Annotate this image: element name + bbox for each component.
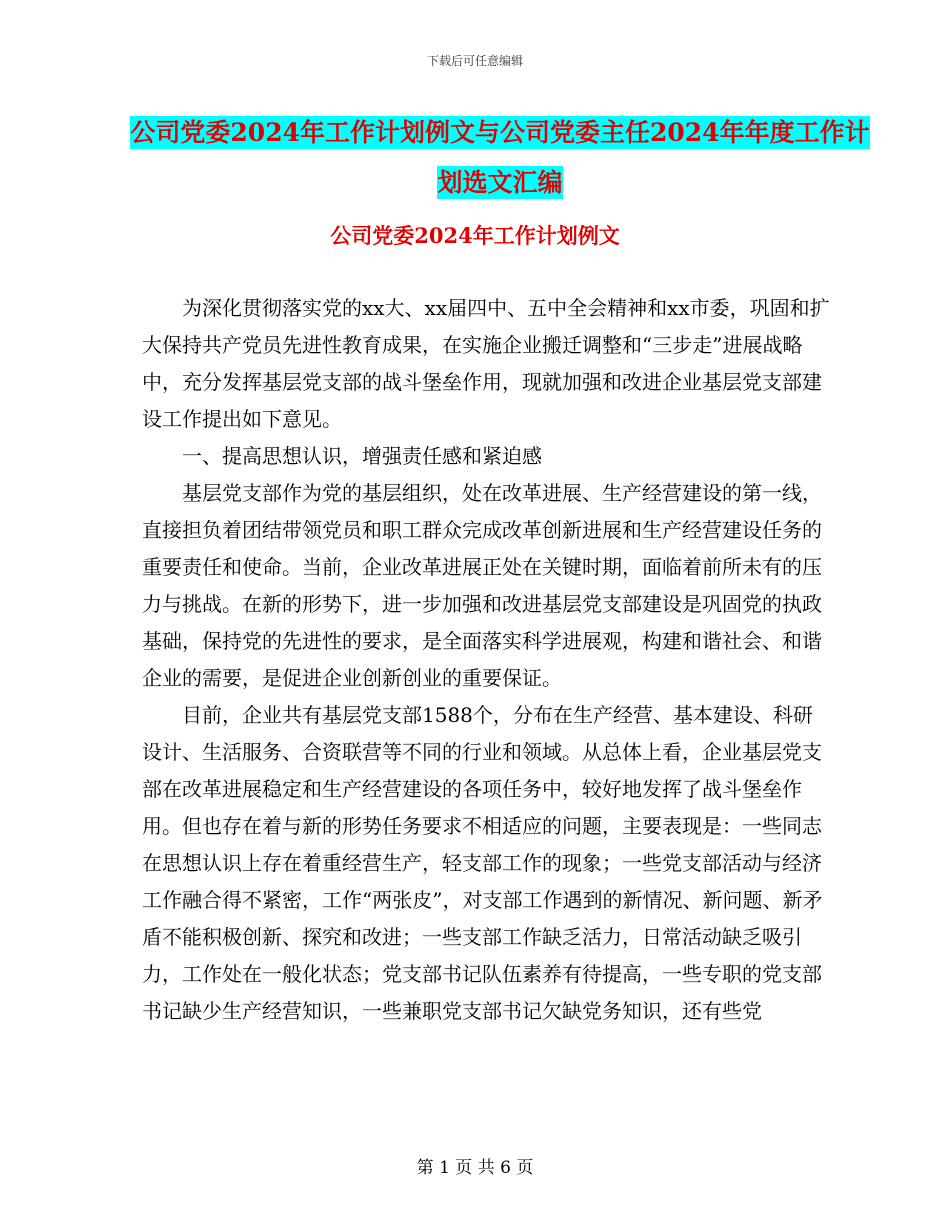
paragraph: 目前，企业共有基层党支部1588个，分布在生产经营、基本建设、科研设计、生活服务、合资联营等不同的行业和领域。从总体上看，企业基层党支部在改革进展稳定和生产经营建设的各项任务中，较好地发挥了战斗堡垒作用。但也存在着与新的形势任务要求不相适应的问题，主要表现是：一些同志在思想认识上存在着重经营生产，轻支部工作的现象；一些党支部活动与经济工作融合得不紧密，工作“两张皮”，对支部工作遇到的新情况、新问题、新矛盾不能积极创新、探究和改进；一些支部工作缺乏活力，日常活动缺乏吸引力，工作处在一般化状态；党支部书记队伍素养有待提高，一些专职的党支部书记缺少生产经营知识，一些兼职党支部书记欠缺党务知识，还有些党 xyxy=(142,703,823,1023)
main-title xyxy=(120,108,880,208)
section-heading: 一、提高思想认识，增强责任感和紧迫感 xyxy=(182,444,542,468)
body-content xyxy=(142,290,832,1030)
page-number: 第 1 页 共 6 页 xyxy=(416,1158,534,1178)
paragraph: 为深化贯彻落实党的xx大、xx届四中、五中全会精神和xx市委，巩固和扩大保持共产党员先进性教育成果，在实施企业搬迁调整和“三步走”进展战略中，充分发挥基层党支部的战斗堡垒作用，现就加强和改进企业基层党支部建设工作提出如下意见。 xyxy=(142,296,830,431)
main-title-text: 公司党委2024年工作计划例文与公司党委主任2024年年度工作计划选文汇编 xyxy=(130,118,870,197)
section-title: 公司党委2024年工作计划例文 xyxy=(330,223,620,248)
header-note: 下载后可任意编辑 xyxy=(426,54,523,68)
paragraph: 基层党支部作为党的基层组织，处在改革进展、生产经营建设的第一线，直接担负着团结带领党员和职工群众完成改革创新进展和生产经营建设任务的重要责任和使命。当前，企业改革进展正处在关键时期，面临着前所未有的压力与挑战。在新的形势下，进一步加强和改进基层党支部建设是巩固党的执政基础，保持党的先进性的要求，是全面落实科学进展观，构建和谐社会、和谐企业的需要，是促进企业创新创业的重要保证。 xyxy=(142,481,822,690)
